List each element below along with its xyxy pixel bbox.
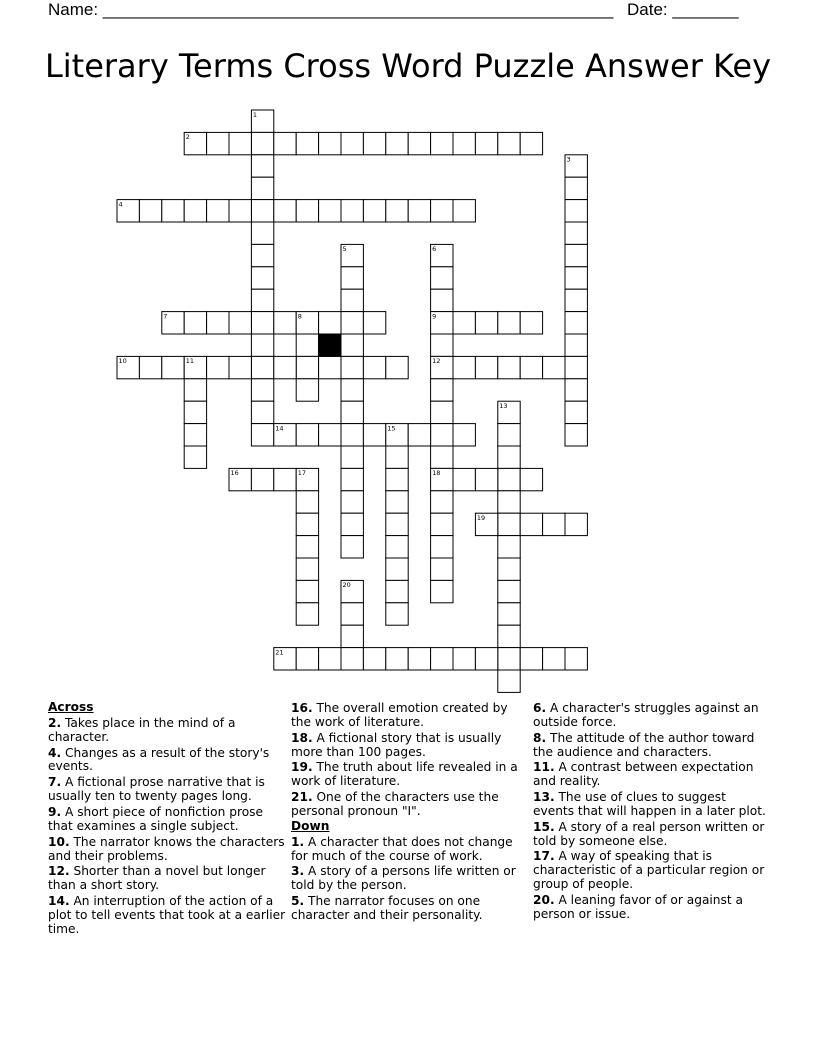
grid-cell[interactable] [296,356,318,378]
grid-cell[interactable] [431,648,453,670]
clue-text: A fictional story that is usually more than 100 pages. [291,730,502,759]
grid-cell[interactable] [229,356,251,378]
grid-cell[interactable] [251,155,273,177]
clue-text: A short piece of nonfiction prose that examines a single subject. [48,804,264,833]
clue-number: 6. [533,700,547,715]
grid-cell[interactable] [207,312,229,334]
cell-number: 4 [118,200,123,209]
grid-cell[interactable] [251,312,273,334]
grid-cell[interactable] [386,603,408,625]
grid-cell[interactable] [229,132,251,154]
grid-cell[interactable] [565,267,587,289]
grid-cell[interactable] [498,648,520,670]
grid-cell[interactable] [341,132,363,154]
grid-cell[interactable] [565,222,587,244]
clue-number: 7. [48,775,62,790]
clue-number: 21. [291,790,313,804]
cell-number: 8 [297,312,302,321]
grid-cell[interactable] [386,132,408,154]
grid-cell[interactable] [341,491,363,513]
grid-cell[interactable] [386,446,408,468]
clue-down-11 [533,761,769,789]
cell-number: 6 [432,245,437,254]
grid-cell[interactable] [251,200,273,222]
grid-cell[interactable] [520,132,542,154]
grid-cell[interactable] [184,401,206,423]
grid-cell[interactable] [520,648,542,670]
clue-text: A contrast between expectation and reality. [533,760,754,789]
grid-cell[interactable] [498,446,520,468]
grid-cell[interactable] [498,356,520,378]
grid-cell[interactable] [274,200,296,222]
grid-cell[interactable] [386,558,408,580]
grid-cell[interactable] [565,424,587,446]
grid-cell[interactable] [543,356,565,378]
clue-text: One of the characters use the personal pronoun "I". [291,790,499,818]
grid-cell[interactable] [565,648,587,670]
cell-number: 16 [230,469,239,478]
clue-column-3 [533,700,769,922]
grid-cell[interactable] [162,200,184,222]
grid-cell[interactable] [363,356,385,378]
grid-cell[interactable] [363,312,385,334]
cell-number: 12 [432,357,441,366]
grid-cell[interactable] [341,200,363,222]
grid-cell[interactable] [431,446,453,468]
grid-cell[interactable] [453,312,475,334]
grid-cell[interactable] [363,200,385,222]
clue-text: A fictional prose narrative that is usually ten to twenty pages long. [48,775,265,804]
clue-down-13 [533,791,769,819]
grid-cell[interactable] [431,267,453,289]
grid-cell[interactable] [207,132,229,154]
grid-cell[interactable] [498,491,520,513]
clue-down-20 [533,894,769,922]
grid-cell[interactable] [251,244,273,266]
clue-number: 9. [48,804,62,819]
clue-text: The narrator focuses on one character and their personality. [291,894,483,922]
grid-cell[interactable] [498,513,520,535]
grid-cell[interactable] [139,356,161,378]
grid-cell[interactable] [296,491,318,513]
grid-block-cell [319,334,341,356]
grid-cell[interactable] [453,356,475,378]
clue-number: 19. [291,760,313,775]
clue-column-2 [291,700,523,923]
clue-across-14 [48,895,288,937]
grid-cell[interactable] [341,267,363,289]
grid-cell[interactable] [319,424,341,446]
grid-cell[interactable] [386,200,408,222]
name-field-label[interactable]: Name: ______________________________________________________ [48,0,614,19]
grid-cell[interactable] [431,334,453,356]
clue-number: 1. [291,834,305,849]
grid-cell[interactable] [274,312,296,334]
grid-cell[interactable] [520,356,542,378]
grid-cell[interactable] [475,356,497,378]
clue-across-4 [48,747,288,775]
grid-cell[interactable] [386,536,408,558]
page-title: Literary Terms Cross Word Puzzle Answer Key [44,47,772,85]
clue-across-19 [291,761,523,789]
cell-number: 9 [432,312,437,321]
clue-text: A way of speaking that is characteristic of a particular region or group of people. [533,849,765,892]
grid-cell[interactable] [453,200,475,222]
grid-cell[interactable] [386,648,408,670]
grid-cell[interactable] [341,536,363,558]
cell-number: 2 [185,133,190,142]
grid-cell[interactable] [431,536,453,558]
grid-cell[interactable] [296,424,318,446]
clue-text: Shorter than a novel but longer than a short story. [48,864,266,893]
grid-cell[interactable] [565,513,587,535]
grid-cell[interactable] [565,356,587,378]
grid-cell[interactable] [251,401,273,423]
grid-cell[interactable] [386,580,408,602]
grid-cell[interactable] [184,424,206,446]
clue-number: 17. [533,849,555,864]
cell-number: 7 [163,312,168,321]
grid-cell[interactable] [543,648,565,670]
grid-cell[interactable] [475,312,497,334]
clue-text: The truth about life revealed in a work of literature. [291,760,518,789]
grid-cell[interactable] [565,312,587,334]
grid-cell[interactable] [296,580,318,602]
grid-cell[interactable] [341,379,363,401]
clue-down-8 [533,732,769,760]
grid-cell[interactable] [296,334,318,356]
grid-cell[interactable] [565,334,587,356]
grid-cell[interactable] [319,648,341,670]
grid-cell[interactable] [453,424,475,446]
clue-number: 2. [48,715,62,730]
clue-across-21 [291,791,523,819]
grid-cell[interactable] [565,177,587,199]
grid-cell[interactable] [431,513,453,535]
grid-cell[interactable] [162,356,184,378]
cell-number: 17 [297,469,306,478]
grid-cell[interactable] [184,200,206,222]
clue-number: 3. [291,864,305,879]
grid-cell[interactable] [251,289,273,311]
clue-across-10 [48,836,288,864]
grid-cell[interactable] [319,132,341,154]
grid-cell[interactable] [520,312,542,334]
clue-number: 5. [291,894,305,909]
clue-number: 12. [48,864,70,879]
grid-cell[interactable] [408,132,430,154]
grid-cell[interactable] [431,580,453,602]
grid-cell[interactable] [274,468,296,490]
grid-cell[interactable] [498,132,520,154]
clue-down-6 [533,702,769,730]
grid-cell[interactable] [363,132,385,154]
clue-number: 10. [48,834,70,849]
clue-text: The attitude of the author toward the audience and characters. [533,730,755,759]
grid-cell[interactable] [341,603,363,625]
grid-cell[interactable] [498,468,520,490]
grid-cell[interactable] [341,289,363,311]
cell-number: 13 [499,402,508,410]
clue-text: A leaning favor of or against a person or issue. [533,893,744,921]
grid-cell[interactable] [207,200,229,222]
grid-cell[interactable] [319,200,341,222]
clue-text: The overall emotion created by the work of literature. [291,700,508,729]
grid-cell[interactable] [565,289,587,311]
cell-number: 1 [252,110,258,119]
clue-number: 13. [533,790,555,804]
clue-text: A story of a persons life written or told by the person. [291,864,516,893]
grid-cell[interactable] [184,446,206,468]
grid-cell[interactable] [251,267,273,289]
clue-across-12 [48,865,288,893]
grid-cell[interactable] [363,424,385,446]
clue-down-15 [533,821,769,849]
clue-number: 8. [533,730,547,745]
grid-cell[interactable] [475,132,497,154]
grid-cell[interactable] [386,356,408,378]
grid-cell[interactable] [408,648,430,670]
grid-cell[interactable] [229,312,251,334]
cell-number: 11 [185,357,194,366]
grid-cell[interactable] [296,379,318,401]
grid-cell[interactable] [139,200,161,222]
grid-cell[interactable] [251,222,273,244]
clue-text: A character's struggles against an outside force. [533,700,759,729]
grid-cell[interactable] [498,603,520,625]
grid-cell[interactable] [229,200,251,222]
grid-cell[interactable] [498,424,520,446]
grid-cell[interactable] [431,424,453,446]
grid-cell[interactable] [453,132,475,154]
clue-text: Changes as a result of the story's events. [48,745,270,774]
grid-cell[interactable] [341,312,363,334]
grid-cell[interactable] [296,648,318,670]
grid-cell[interactable] [184,312,206,334]
clue-text: The use of clues to suggest events that will happen in a later plot. [533,790,766,818]
grid-cell[interactable] [520,513,542,535]
grid-cell[interactable] [565,244,587,266]
clue-down-3 [291,865,523,893]
clue-number: 16. [291,700,313,715]
grid-cell[interactable] [363,648,385,670]
grid-cell[interactable] [431,200,453,222]
clue-number: 18. [291,730,313,745]
clue-text: A character that does not change for much of the course of work. [291,834,513,863]
grid-cell[interactable] [296,132,318,154]
date-field-label[interactable]: Date: _______ [627,0,739,19]
grid-cell[interactable] [565,200,587,222]
grid-cell[interactable] [386,491,408,513]
grid-cell[interactable] [251,177,273,199]
clue-down-5 [291,895,523,923]
clue-text: An interruption of the action of a plot to tell events that took at a earlier time. [48,894,286,936]
cell-number: 18 [432,469,441,478]
clue-across-18 [291,732,523,760]
grid-cell[interactable] [475,468,497,490]
clue-text: Takes place in the mind of a character. [48,715,236,744]
clue-text: A story of a real person written or told by someone else. [533,819,765,848]
clue-across-9 [48,806,288,834]
grid-cell[interactable] [296,603,318,625]
clue-across-2 [48,717,288,745]
grid-cell[interactable] [296,513,318,535]
grid-cell[interactable] [274,132,296,154]
grid-cell[interactable] [386,513,408,535]
grid-cell[interactable] [498,580,520,602]
cell-number: 14 [275,424,284,433]
grid-cell[interactable] [408,424,430,446]
grid-cell[interactable] [453,468,475,490]
grid-cell[interactable] [565,401,587,423]
grid-cell[interactable] [543,513,565,535]
grid-cell[interactable] [341,625,363,647]
grid-cell[interactable] [341,356,363,378]
cell-number: 3 [566,155,571,164]
grid-cell[interactable] [341,446,363,468]
grid-cell[interactable] [498,536,520,558]
grid-cell[interactable] [431,401,453,423]
grid-cell[interactable] [274,356,296,378]
grid-cell[interactable] [453,648,475,670]
grid-cell[interactable] [341,401,363,423]
grid-cell[interactable] [431,379,453,401]
grid-cell[interactable] [565,379,587,401]
grid-cell[interactable] [296,200,318,222]
grid-cell[interactable] [498,312,520,334]
clue-number: 15. [533,819,555,834]
grid-cell[interactable] [296,558,318,580]
grid-cell[interactable] [251,424,273,446]
grid-cell[interactable] [408,200,430,222]
grid-cell[interactable] [251,132,273,154]
grid-cell[interactable] [341,468,363,490]
grid-cell[interactable] [341,424,363,446]
clue-number: 11. [533,760,555,775]
grid-cell[interactable] [386,468,408,490]
clue-across-7 [48,776,288,804]
grid-cell[interactable] [341,513,363,535]
grid-cell[interactable] [498,625,520,647]
cell-number: 10 [118,357,127,366]
grid-cell[interactable] [431,558,453,580]
grid-cell[interactable] [207,356,229,378]
grid-cell[interactable] [319,356,341,378]
clue-across-16 [291,702,523,730]
cell-number: 21 [275,648,284,657]
grid-cell[interactable] [520,468,542,490]
grid-cell[interactable] [431,491,453,513]
grid-cell[interactable] [498,558,520,580]
grid-cell[interactable] [341,648,363,670]
down-heading: Down [291,818,330,833]
grid-cell[interactable] [475,648,497,670]
across-heading: Across [48,700,94,714]
clue-column-1 [48,700,288,937]
grid-cell[interactable] [498,670,520,692]
clue-number: 4. [48,745,62,760]
cell-number: 19 [476,514,486,522]
grid-cell[interactable] [251,379,273,401]
cell-number: 15 [387,424,396,433]
grid-cell[interactable] [251,356,273,378]
grid-cell[interactable] [431,289,453,311]
clue-down-1 [291,836,523,864]
grid-cell[interactable] [251,468,273,490]
grid-cell[interactable] [296,536,318,558]
clue-down-17 [533,850,769,892]
cell-number: 20 [342,581,351,590]
grid-cell[interactable] [251,334,273,356]
cell-number: 5 [342,245,347,254]
clue-number: 14. [48,894,70,909]
grid-cell[interactable] [341,334,363,356]
grid-cell[interactable] [431,132,453,154]
grid-cell[interactable] [319,312,341,334]
grid-cell[interactable] [184,379,206,401]
clue-text: The narrator knows the characters and their problems. [48,834,285,863]
clue-number: 20. [533,893,555,908]
